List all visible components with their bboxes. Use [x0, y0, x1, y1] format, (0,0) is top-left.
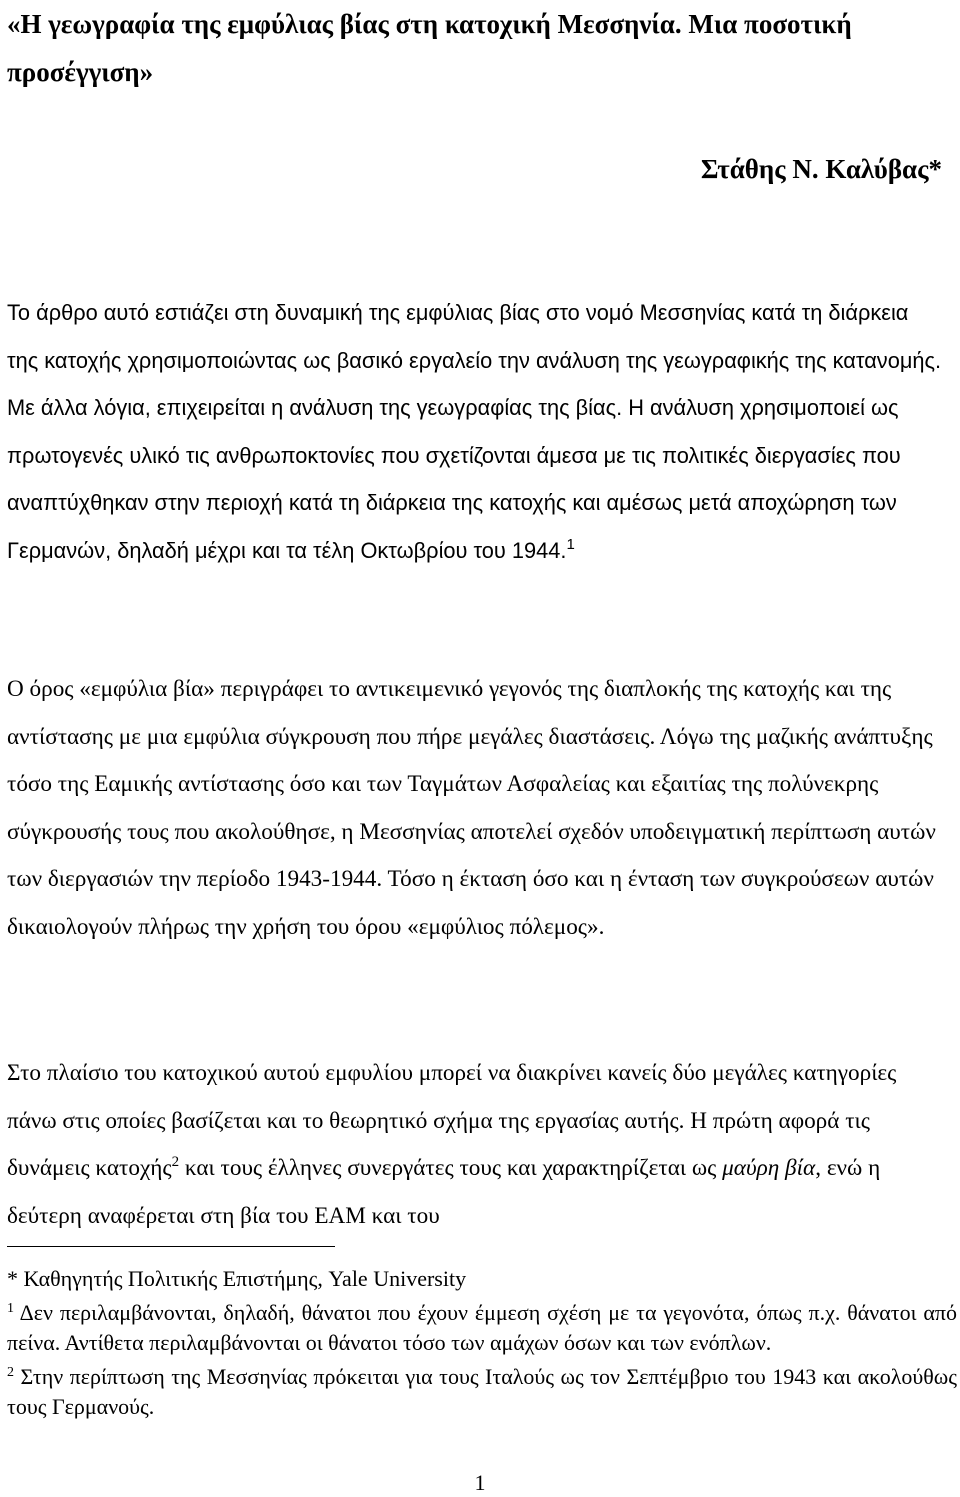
- document-title: «Η γεωγραφία της εμφύλιας βίας στη κατοχική Μεσσηνία. Μια ποσοτική προσέγγιση»: [7, 9, 852, 87]
- emphasized-term: μαύρη βία: [722, 1155, 816, 1181]
- author-name: Στάθης Ν. Καλύβας*: [700, 154, 942, 184]
- footnotes: [7, 1264, 957, 1426]
- footnote-text: Στην περίπτωση της Μεσσηνίας πρόκειται για τους Ιταλούς ως τον Σεπτέμβριο του 1943 και ακολούθως τους Γερμανούς.: [7, 1364, 957, 1419]
- paragraph-3-text-a: Στο πλαίσιο του κατοχικού αυτού εμφυλίου μπορεί να διακρίνει κανείς δύο μεγάλες κατηγορίες πάνω στις οποίες βασίζεται και το θεωρητικό σχήμα της εργασίας αυτής. Η πρώτη αφορά τις δυνάμεις κατοχής: [7, 1060, 897, 1181]
- paragraph-3-text-b: και τους έλληνες συνεργάτες τους και χαρακτηρίζεται ως: [179, 1155, 723, 1181]
- footnote-2: [7, 1362, 957, 1422]
- footnote-ref-2[interactable]: 2: [171, 1154, 180, 1170]
- footnote-1: [7, 1298, 957, 1358]
- paragraph-2: Ο όρος «εμφύλια βία» περιγράφει το αντικειμενικό γεγονός της διαπλοκής της κατοχής και της αντίστασης με μια εμφύλια σύγκρουση που πήρε μεγάλες διαστάσεις. Λόγω της μαζικής ανάπτυξης τόσο της Εαμικής αντίστασης όσο και των Ταγμάτων Ασφαλείας και εξαιτίας της πολύνεκρης σύγκρουσής τους που ακολούθησε, η Μεσσηνίας αποτελεί σχεδόν υποδειγματική περίπτωση αυτών των διεργασιών την περίοδο 1943-1944. Τόσο η έκταση όσο και η ένταση των συγκρούσεων αυτών δικαιολογούν πλήρως την χρήση του όρου «εμφύλιος πόλεμος».: [7, 676, 936, 940]
- footnote-text: Δεν περιλαμβάνονται, δηλαδή, θάνατοι που έχουν έμμεση σχέση με τα γεγονότα, όπως π.χ. θάνατοι από πείνα. Αντίθετα περιλαμβάνονται οι θάνατοι τόσο των αμάχων όσων και των ενόπλων.: [7, 1300, 957, 1355]
- footnote-mark: 2: [7, 1365, 14, 1380]
- footnote-author: [7, 1264, 957, 1294]
- footnote-mark: 1: [7, 1301, 14, 1316]
- footnote-text: Καθηγητής Πολιτικής Επιστήμης, Yale University: [18, 1266, 467, 1291]
- footnote-mark: *: [7, 1266, 18, 1291]
- paragraph-1: [7, 289, 945, 574]
- page-number: 1: [474, 1470, 486, 1495]
- paragraph-1-text: Το άρθρο αυτό εστιάζει στη δυναμική της εμφύλιας βίας στο νομό Μεσσηνίας κατά τη διάρκεια της κατοχής χρησιμοποιώντας ως βασικό εργαλείο την ανάλυση της γεωγραφικής της κατανομής. Με άλλα λόγια, επιχειρείται η ανάλυση της γεωγραφίας της βίας. Η ανάλυση χρησιμοποιεί ως πρωτογενές υλικό τις ανθρωποκτονίες που σχετίζονται άμεσα με τις πολιτικές διεργασίες που αναπτύχθηκαν στην περιοχή κατά τη διάρκεια της κατοχής και αμέσως μετά αποχώρηση των Γερμανών, δηλαδή μέχρι και τα τέλη Οκτωβρίου του 1944.: [7, 300, 942, 563]
- paragraph-3: [7, 1050, 945, 1240]
- footnote-separator: [7, 1246, 335, 1247]
- paragraph-3-text-c: , ενώ η δεύτερη αναφέρεται στη βία του ΕΑΜ και του: [7, 1155, 881, 1229]
- footnote-ref-1[interactable]: 1: [566, 535, 575, 553]
